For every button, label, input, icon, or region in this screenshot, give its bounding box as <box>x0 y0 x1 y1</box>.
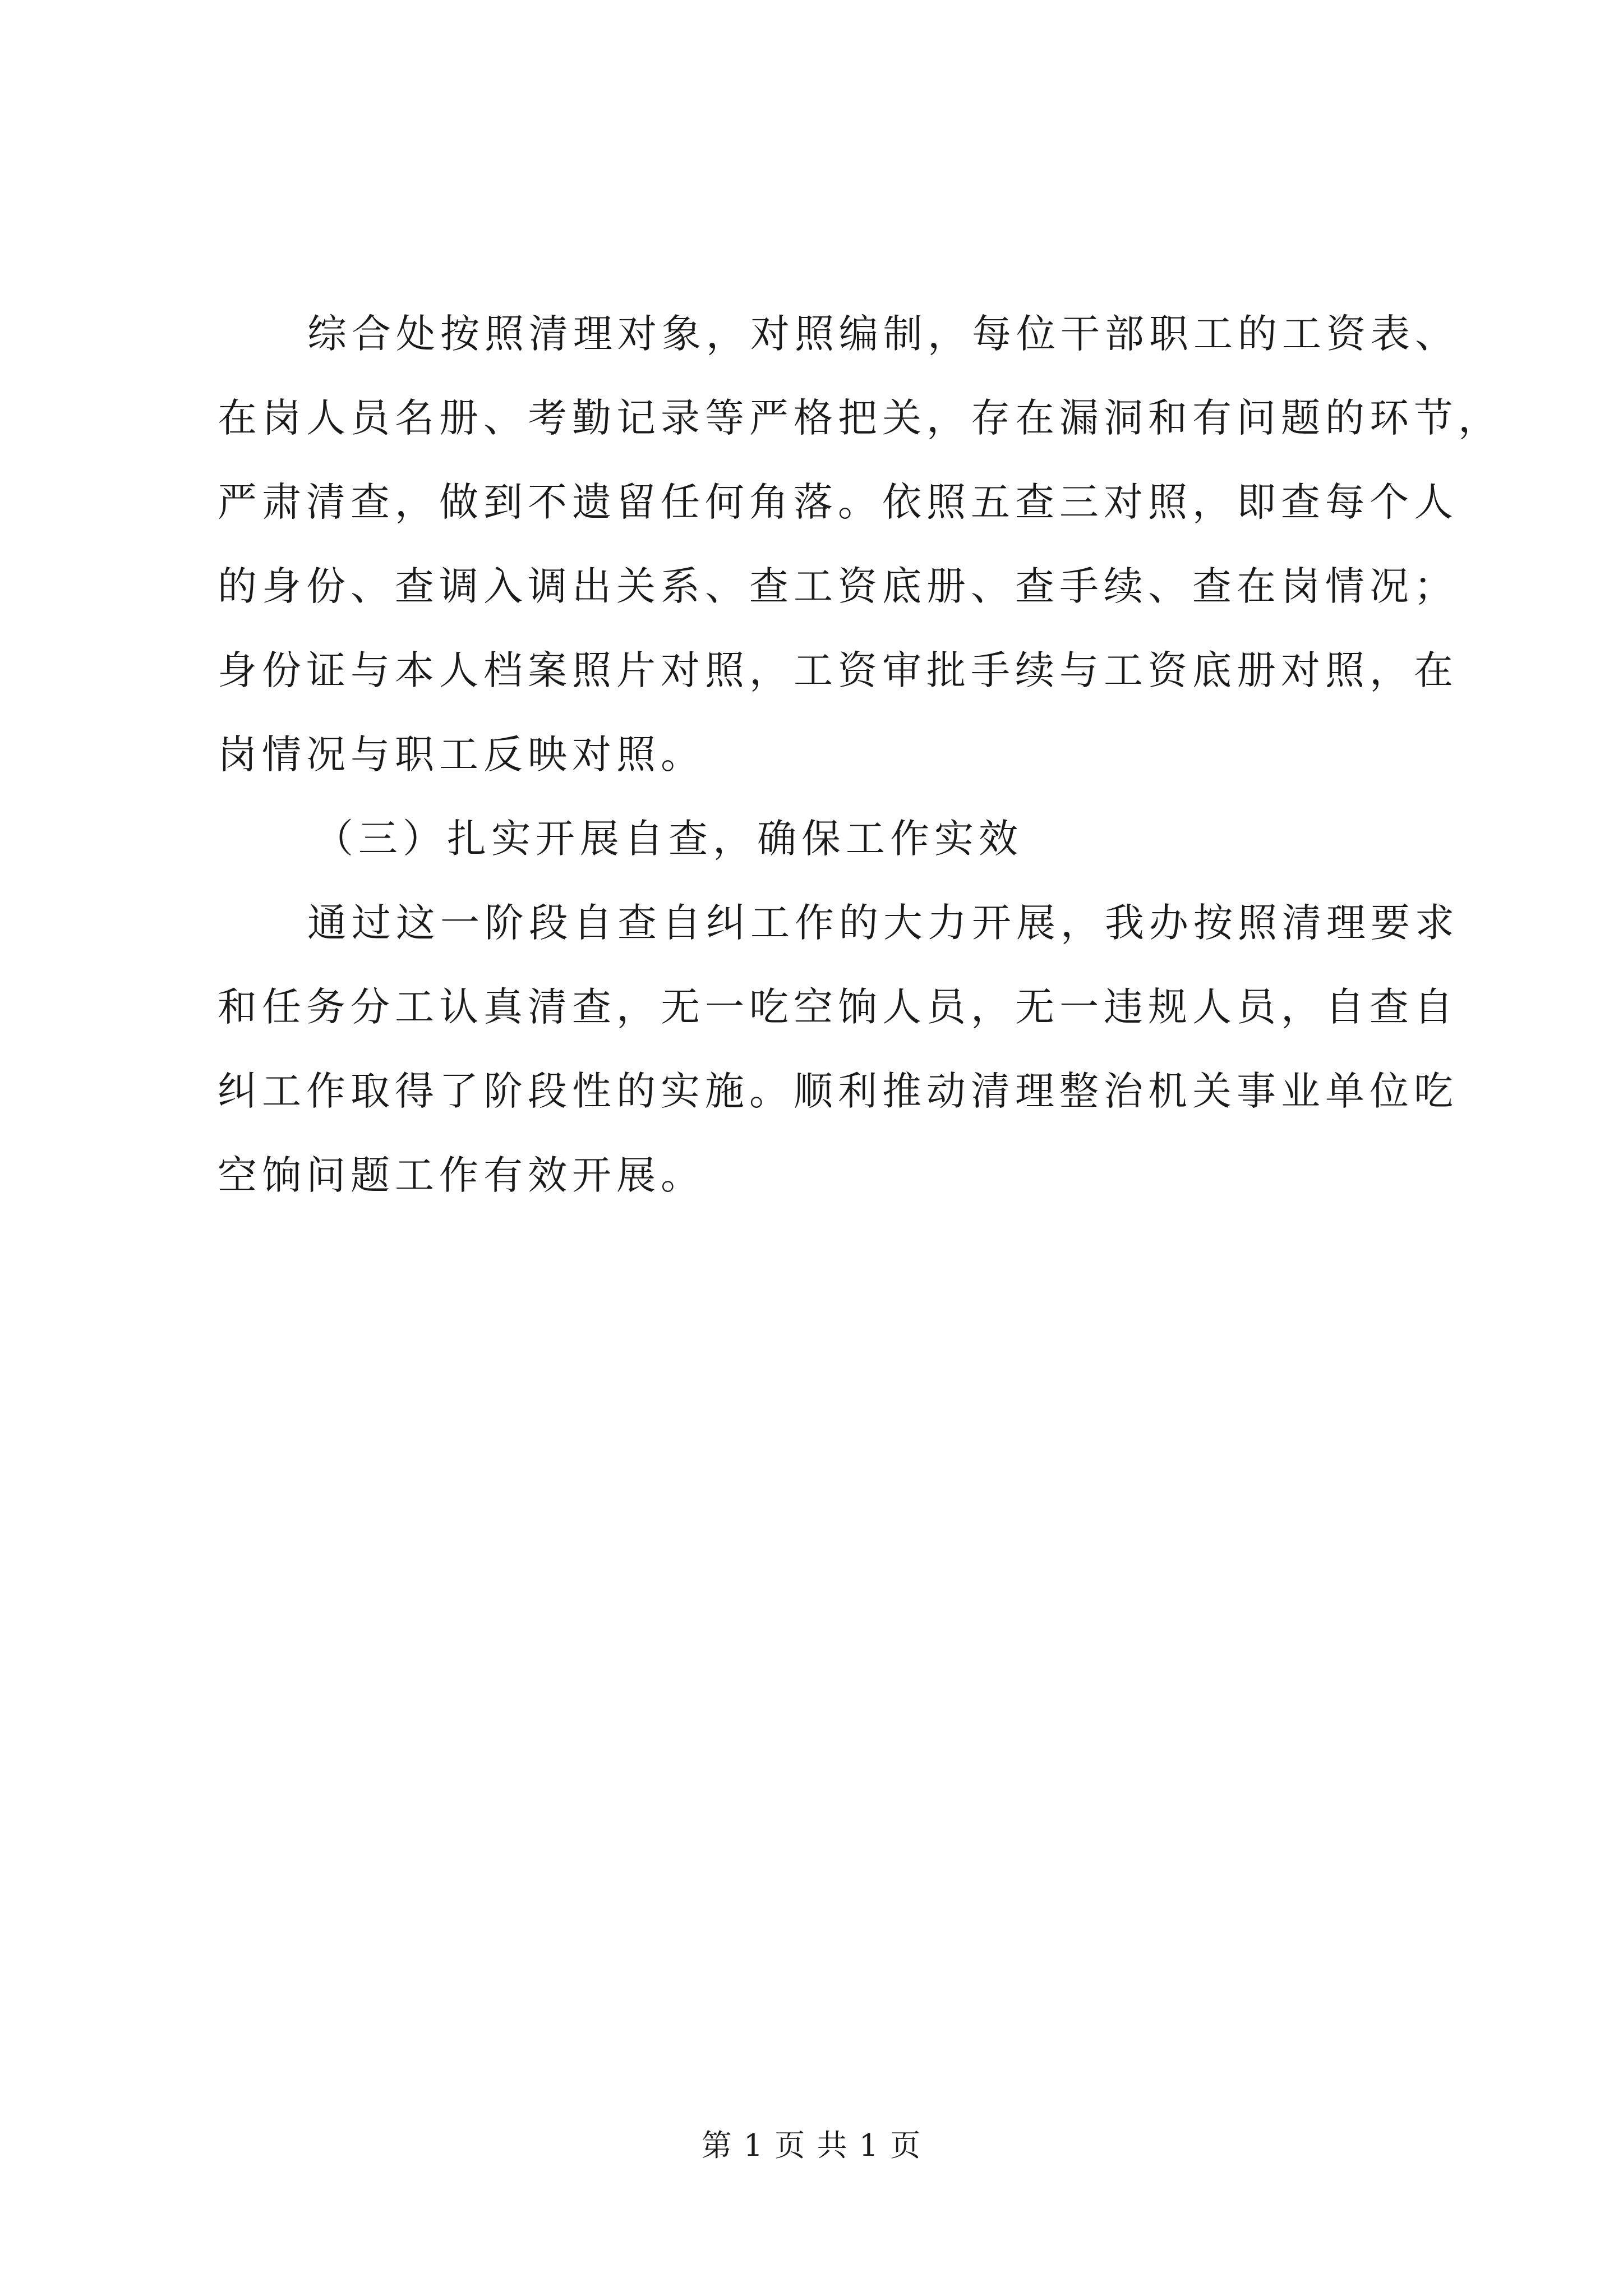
heading-line: （三）扎实开展自查，确保工作实效 <box>314 816 1023 862</box>
text-line: 通过这一阶段自查自纠工作的大力开展，我办按照清理要求 <box>307 900 1459 946</box>
text-line: 严肃清查，做到不遗留任何角落。依照五查三对照，即查每个人 <box>218 479 1458 525</box>
text-line: 综合处按照清理对象，对照编制，每位干部职工的工资表、 <box>307 311 1459 357</box>
document-body <box>218 292 1502 1217</box>
text-line: 身份证与本人档案照片对照，工资审批手续与工资底册对照，在 <box>218 647 1458 693</box>
page-number-footer: 第 1 页 共 1 页 <box>701 2128 922 2163</box>
section-heading <box>218 797 1429 881</box>
text-line: 和任务分工认真清查，无一吃空饷人员，无一违规人员，自查自 <box>218 984 1458 1030</box>
paragraph-results <box>218 881 1459 1217</box>
text-line: 的身份、查调入调出关系、查工资底册、查手续、查在岗情况； <box>218 563 1458 609</box>
paragraph-verification <box>218 292 1502 797</box>
text-line: 在岗人员名册、考勤记录等严格把关，存在漏洞和有问题的环节， <box>218 395 1502 441</box>
text-line: 岗情况与职工反映对照。 <box>218 731 705 777</box>
text-line: 空饷问题工作有效开展。 <box>218 1152 705 1198</box>
text-line: 纠工作取得了阶段性的实施。顺利推动清理整治机关事业单位吃 <box>218 1068 1458 1114</box>
